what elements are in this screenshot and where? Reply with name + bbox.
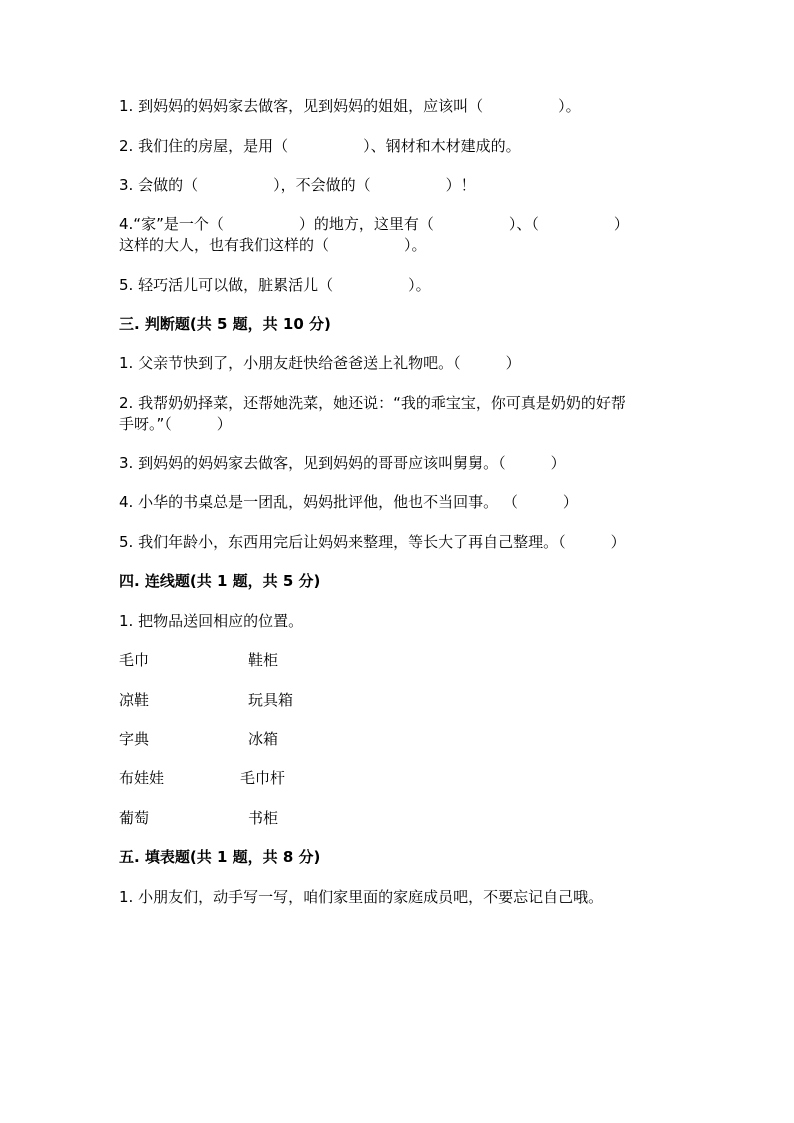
table-fill-prompt: 1. 小朋友们，动手写一写，咱们家里面的家庭成员吧，不要忘记自己哦。 — [119, 888, 604, 906]
fill-blank-item-5: 5. 轻巧活儿可以做，脏累活儿（ ）。 — [119, 276, 431, 294]
fill-blank-item-4-line-1: 4.“家”是一个（ ）的地方，这里有（ ）、（ ） — [119, 215, 629, 233]
section-3-heading: 三. 判断题(共 5 题，共 10 分) — [119, 315, 331, 333]
judge-item-4: 4. 小华的书桌总是一团乱，妈妈批评他，他也不当回事。 （ ） — [119, 493, 578, 511]
match-right-item: 鞋柜 — [248, 651, 279, 669]
fill-blank-item-3: 3. 会做的（ ），不会做的（ ）！ — [119, 176, 476, 194]
match-right-item: 玩具箱 — [248, 691, 294, 709]
match-left-item: 毛巾 — [119, 651, 150, 669]
judge-item-2-line-2: 手呀。”（ ） — [119, 415, 232, 433]
matching-prompt: 1. 把物品送回相应的位置。 — [119, 612, 304, 630]
match-left-item: 布娃娃 — [119, 769, 165, 787]
judge-item-3: 3. 到妈妈的妈妈家去做客，见到妈妈的哥哥应该叫舅舅。（ ） — [119, 454, 566, 472]
match-right-item: 书柜 — [248, 809, 279, 827]
fill-blank-item-4-line-2: 这样的大人，也有我们这样的（ ）。 — [119, 236, 427, 254]
match-left-item: 字典 — [119, 730, 150, 748]
match-right-item: 毛巾杆 — [240, 769, 286, 787]
fill-blank-item-2: 2. 我们住的房屋，是用（ ）、钢材和木材建成的。 — [119, 137, 521, 155]
fill-blank-item-1: 1. 到妈妈的妈妈家去做客，见到妈妈的姐姐，应该叫（ ）。 — [119, 97, 581, 115]
section-5-heading: 五. 填表题(共 1 题，共 8 分) — [119, 848, 321, 866]
judge-item-5: 5. 我们年龄小，东西用完后让妈妈来整理，等长大了再自己整理。（ ） — [119, 533, 626, 551]
judge-item-2-line-1: 2. 我帮奶奶择菜，还帮她洗菜，她还说：“我的乖宝宝，你可真是奶奶的好帮 — [119, 394, 626, 412]
judge-item-1: 1. 父亲节快到了，小朋友赶快给爸爸送上礼物吧。（ ） — [119, 354, 521, 372]
match-left-item: 凉鞋 — [119, 691, 150, 709]
match-left-item: 葡萄 — [119, 809, 150, 827]
match-right-item: 冰箱 — [248, 730, 279, 748]
section-4-heading: 四. 连线题(共 1 题，共 5 分) — [119, 572, 321, 590]
